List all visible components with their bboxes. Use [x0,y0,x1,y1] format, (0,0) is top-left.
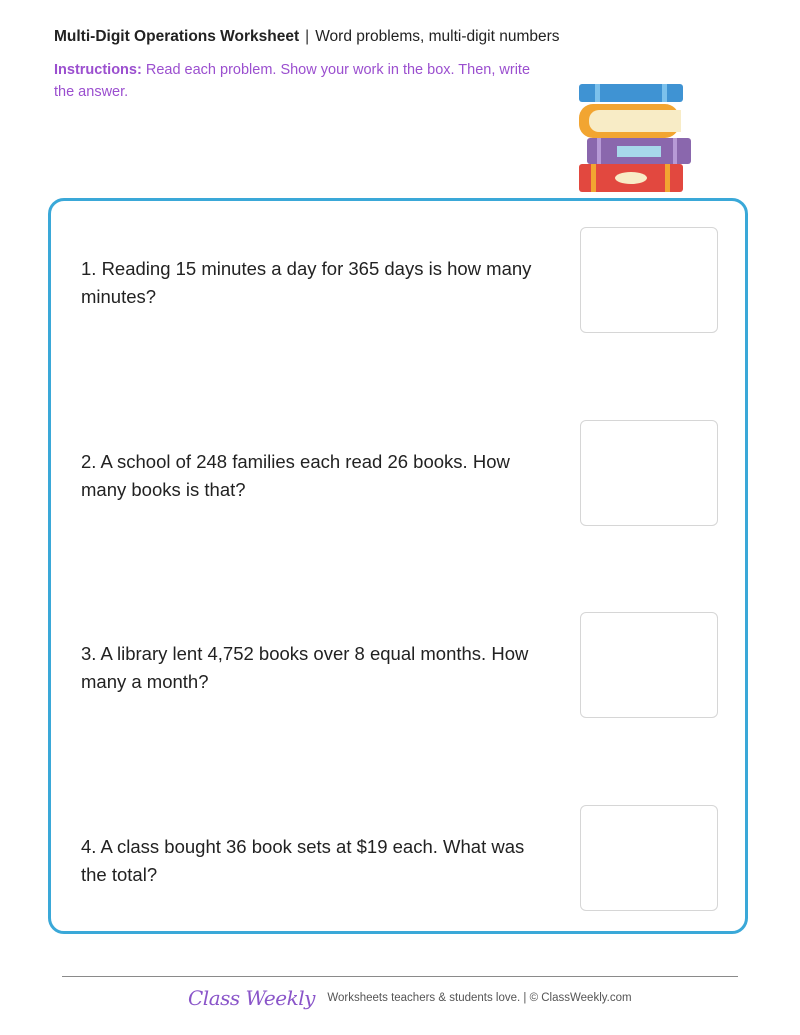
problems-panel [48,198,748,934]
instructions [54,60,544,103]
problem-4 [51,805,751,913]
worksheet-subtitle: Word problems, multi-digit numbers [315,28,560,45]
problem-3 [51,612,751,720]
problem-4-text: 4. A class bought 36 book sets at $19 each. What was the total? [81,836,525,885]
problem-3-text: 3. A library lent 4,752 books over 8 equal months. How many a month? [81,643,529,692]
worksheet-header [54,28,560,46]
instructions-label: Instructions: [54,62,142,78]
problem-3-answer-box[interactable] [580,612,718,718]
problem-1 [51,227,751,335]
footer-tagline: Worksheets teachers & students love. | © ClassWeekly.com [327,992,632,1004]
footer-divider [62,976,738,977]
worksheet-title: Multi-Digit Operations Worksheet [54,28,300,45]
footer [188,986,632,1010]
problem-2 [51,420,751,528]
instructions-text: Read each problem. Show your work in the box. Then, write the answer. [54,62,531,100]
problem-1-text: 1. Reading 15 minutes a day for 365 days is how many minutes? [81,258,532,307]
header-separator: | [305,28,310,45]
book-stack-icon [575,78,695,196]
brand-logo: Class Weekly [188,986,315,1010]
problem-4-answer-box[interactable] [580,805,718,911]
problem-1-answer-box[interactable] [580,227,718,333]
problem-2-text: 2. A school of 248 families each read 26 books. How many books is that? [81,451,510,500]
problem-2-answer-box[interactable] [580,420,718,526]
